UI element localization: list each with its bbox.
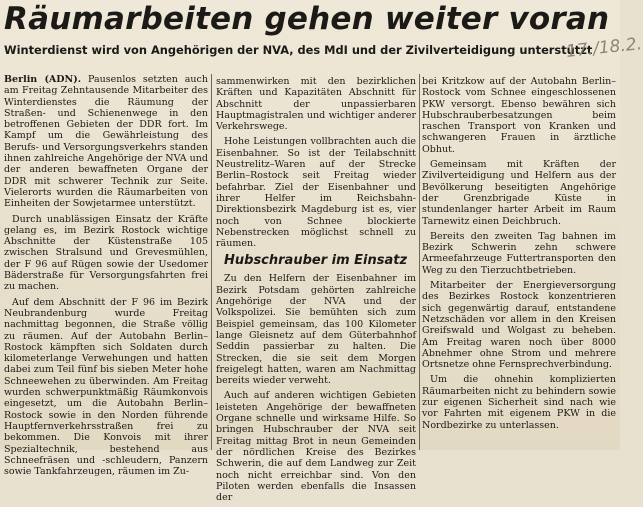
paragraph: sammenwirken mit den bezirklichen Kräften und Kapazitäten Abschnitt für Abschnitt der unpassierbaren Hauptmagistralen und wichtiger anderer Verkehrswege. xyxy=(216,76,416,133)
dateline: Berlin (ADN). xyxy=(4,74,82,85)
column-rule xyxy=(419,74,420,450)
paragraph: Durch unablässigen Einsatz der Kräfte gelang es, im Bezirk Rostock wichtige Abschnitte der Küstenstraße 105 zwischen Stralsund und Grevesmühlen, der F 96 auf Rügen sowie der Usedomer Bäderstraße für Versorgungsfahrten frei zu machen. xyxy=(4,213,208,293)
paragraph: Bereits den zweiten Tag bahnen im Bezirk Schwerin zehn schwere Armeefahrzeuge Futtertransporten den Weg zu den Tierzuchtbetrieben. xyxy=(422,230,616,276)
paragraph: bei Kritzkow auf der Autobahn Berlin–Rostock vom Schnee eingeschlossenen PKW versorgt. Ebenso bewähren sich Hubschrauberbesatzungen beim raschen Transport von Kranken und schwangeren Frauen in ärztliche Obhut. xyxy=(422,76,616,155)
paragraph: Hohe Leistungen vollbrachten auch die Eisenbahner. So ist der Teilabschnitt Neustrelitz–Waren auf der Strecke Berlin–Rostock seit Freitag wieder befahrbar. Ziel der Eisenbahner und ihrer Helfer im Reichsbahn-Direktionsbezirk Magdeburg ist es, vier noch von Schnee blockierte Nebenstrecken möglichst schnell zu räumen. xyxy=(216,136,416,250)
handwritten-date-note: 17./18.2. xyxy=(565,34,643,62)
column-rule xyxy=(211,74,212,450)
paragraph: Mitarbeiter der Energieversorgung des Bezirkes Rostock konzentrieren sich gegenwärtig darauf, entstandene Netzschäden vor allem in den Kreisen Greifswald und Wolgast zu beheben. Am Freitag waren noch über 8000 Abnehmer ohne Strom und mehrere Ortsnetze ohne Fernsprechverbindung. xyxy=(422,280,616,371)
paragraph: Auf dem Abschnitt der F 96 im Bezirk Neubrandenburg wurde Freitag nachmittag begonnen, die Straße völlig zu räumen. Auf der Autobahn Berlin–Rostock kämpften sich Soldaten durch kilometerlange Verwehungen und hatten dabei zum Teil fünf bis sieben Meter hohe Schneewehen zu überwinden. Am Freitag wurden schwerpunktmäßig Räumkonvois eingesetzt, um die Autobahn Berlin–Rostock sowie in den Norden führende Hauptfernverkehrsstraßen frei zu bekommen. Die Konvois mit ihrer Spezialtechnik, bestehend aus Schneefräsen und -schleudern, Panzern sowie Tankfahrzeugen, räumen im Zu- xyxy=(4,296,208,478)
headline: Räumarbeiten gehen weiter voran xyxy=(4,1,610,37)
paragraph: Zu den Helfern der Eisenbahner im Bezirk Potsdam gehörten zahlreiche Angehörige der NVA und der Volkspolizei. Sie bemühten sich zum Beispiel gemeinsam, das 100 Kilometer lange Gleisnetz auf dem Güterbahnhof Seddin passierbar zu halten. Die Strecken, die sie seit dem Morgen freigelegt hatten, waren am Nachmittag bereits wieder verweht. xyxy=(216,273,416,387)
subheadline: Winterdienst wird von Angehörigen der NVA, des MdI und der Zivilverteidigung unterstützt xyxy=(4,43,593,57)
article-column-3 xyxy=(422,76,616,435)
paragraph xyxy=(4,74,208,210)
article-column-2 xyxy=(216,76,416,507)
paragraph: Um die ohnehin komplizierten Räumarbeiten nicht zu behindern sowie zur eigenen Sicherheit sind nach wie vor Fahrten mit eigenem PKW in die Nordbezirke zu unterlassen. xyxy=(422,374,616,431)
paragraph: Gemeinsam mit Kräften der Zivilverteidigung und Helfern aus der Bevölkerung beseitigten Angehörige der Grenzbrigade Küste in stundenlanger harter Arbeit im Raum Tarnewitz einen Deichbruch. xyxy=(422,159,616,227)
article-column-1 xyxy=(4,74,208,481)
section-heading: Hubschrauber im Einsatz xyxy=(224,253,408,269)
paragraph: Auch auf anderen wichtigen Gebieten leisteten Angehörige der bewaffneten Organe schnelle und wirksame Hilfe. So bringen Hubschrauber der NVA seit Freitag mittag Brot in neun Gemeinden der nördlichen Kreise des Bezirkes Schwerin, die auf dem Landweg zur Zeit noch nicht erreichbar sind. Von den Piloten werden ebenfalls die Insassen der xyxy=(216,390,416,504)
paragraph-text: Pausenlos setzten auch am Freitag Zehntausende Mitarbeiter des Winterdienstes die Räumung der Straßen- und Schienenwege in den betroffenen Gebieten der DDR fort. Im Kampf um die Gewährleistung des Berufs- und Versorgungsverkehrs standen ihnen zahlreiche Angehörige der NVA und der anderen bewaffneten Organe der DDR mit schwerer Technik zur Seite. Vielerorts wurden die Räumarbeiten von Einheiten der Sowjetarmee unterstützt. xyxy=(4,74,208,210)
